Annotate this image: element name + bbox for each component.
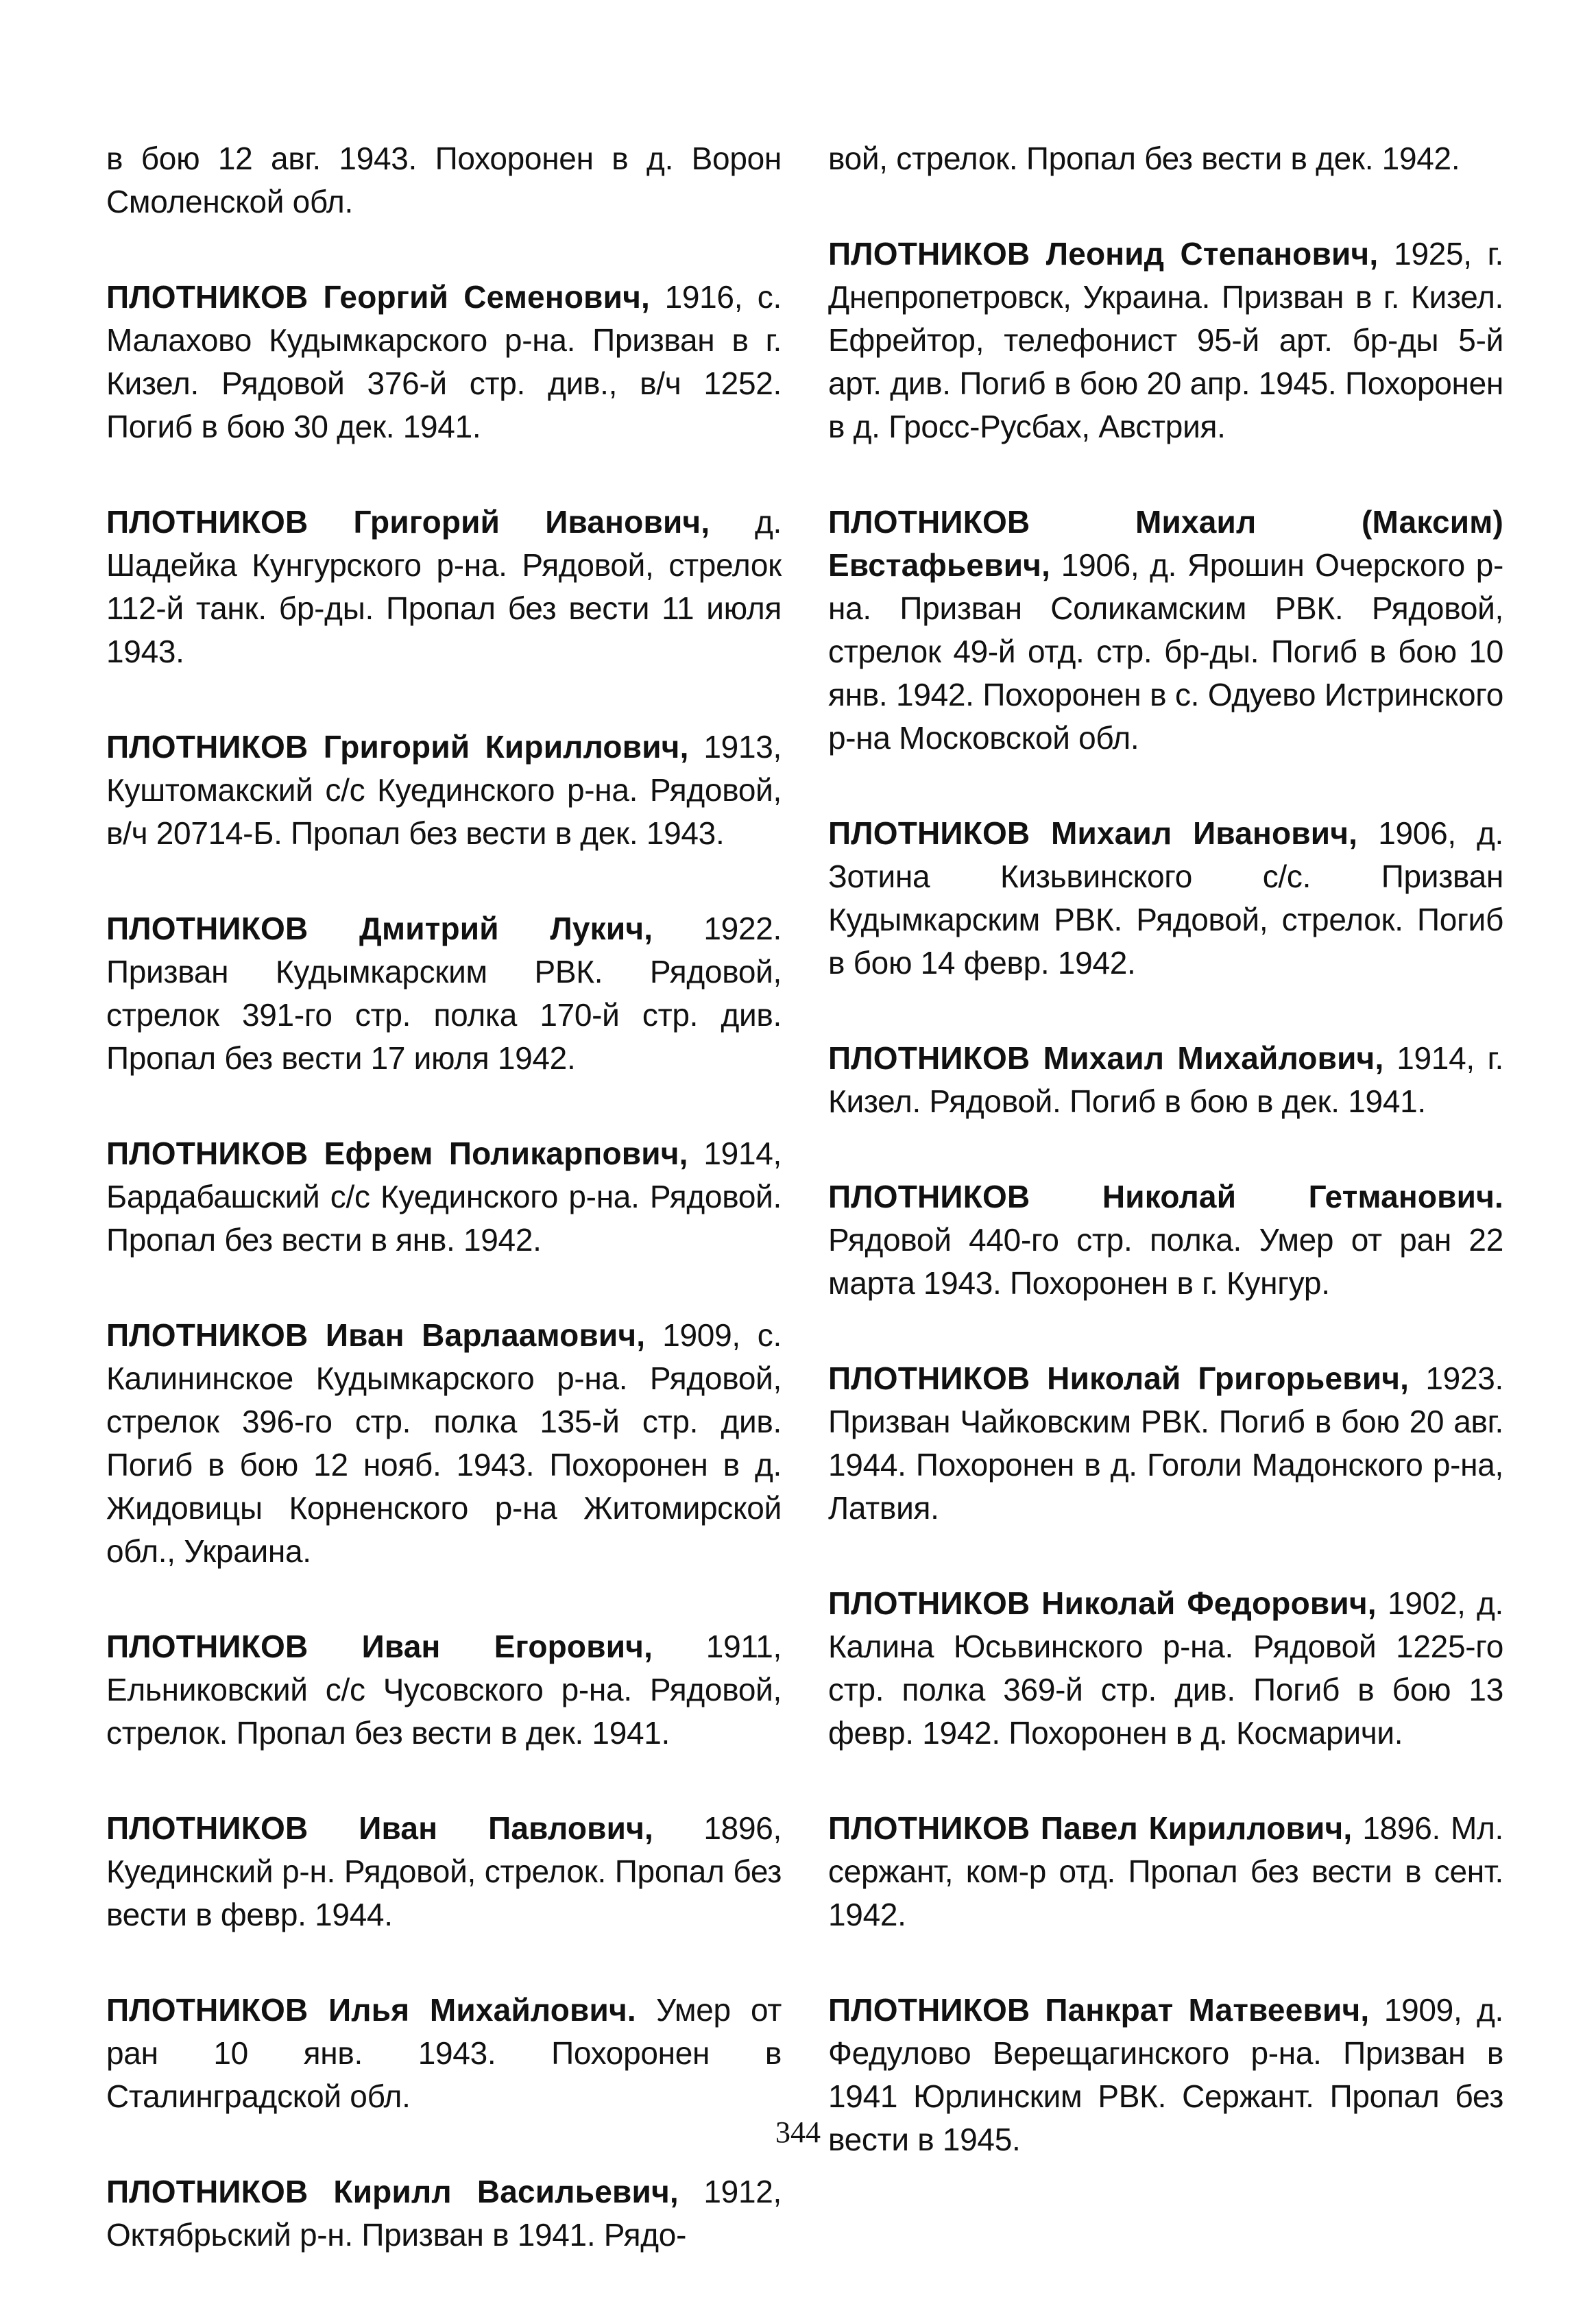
entry-text: 1911, Ельниковский с/с Чусовского р-на. Рядовой, стрелок. Пропал без вести в дек. 1941. (106, 1629, 782, 1751)
entry-name: ПЛОТНИКОВ Николай Григорьевич, (828, 1360, 1410, 1396)
entry-text: 1923. Призван Чайковским РВК. Погиб в бою 20 авг. 1944. Похоронен в д. Гоголи Мадонского р-на, Латвия. (828, 1360, 1504, 1526)
entry (106, 907, 782, 1080)
entry-text: вой, стрелок. Пропал без вести в дек. 1942. (828, 141, 1460, 176)
entry (106, 1314, 782, 1573)
entry-name: ПЛОТНИКОВ Иван Павлович, (106, 1810, 653, 1846)
entry-text: 1906, д. Зотина Кизьвинского с/с. Призван Кудымкарским РВК. Рядовой, стрелок. Погиб в бою 14 февр. 1942. (828, 815, 1503, 981)
entry (828, 501, 1503, 760)
entry (106, 1132, 782, 1262)
entry-name: ПЛОТНИКОВ Николай Федорович, (828, 1585, 1377, 1621)
entry-name: ПЛОТНИКОВ Григорий Иванович, (106, 504, 710, 540)
entry (828, 1037, 1503, 1123)
entry (106, 501, 782, 673)
entry (828, 232, 1503, 448)
entry-text: 1902, д. Калина Юсьвинского р-на. Рядовой 1225-го стр. полка 369-й стр. див. Погиб в бою 13 февр. 1942. Похоронен в д. Космаричи. (828, 1585, 1503, 1751)
entry-text: Рядовой 440-го стр. полка. Умер от ран 22 марта 1943. Похоронен в г. Кунгур. (828, 1222, 1503, 1301)
entry (106, 2170, 782, 2257)
entry-name: ПЛОТНИКОВ Григорий Кириллович, (106, 729, 689, 765)
entry-name: ПЛОТНИКОВ Павел Кириллович, (828, 1810, 1353, 1846)
entry (106, 1625, 782, 1755)
entry-name: ПЛОТНИКОВ Михаил Михайлович, (828, 1040, 1384, 1076)
entry-text: 1896. Мл. сержант, ком-р отд. Пропал без вести в сент. 1942. (828, 1810, 1503, 1932)
page-number: 344 (775, 2115, 821, 2149)
entry (828, 1807, 1503, 1936)
entry-continuation (106, 137, 782, 224)
entry-name: ПЛОТНИКОВ Иван Варлаамович, (106, 1317, 646, 1353)
entry (828, 1582, 1503, 1755)
entry-name: ПЛОТНИКОВ Кирилл Васильевич, (106, 2174, 679, 2209)
entry-text: 1909, с. Калининское Кудымкарского р-на. Рядовой, стрелок 396-го стр. полка 135-й стр. див. Погиб в бою 12 нояб. 1943. Похоронен в д. Жидовицы Корненского р-на Житомирской обл., Украина. (106, 1317, 782, 1569)
right-column (828, 137, 1503, 2214)
entry-text: 1896, Куединский р-н. Рядовой, стрелок. Пропал без вести в февр. 1944. (106, 1810, 782, 1932)
entry-name: ПЛОТНИКОВ Дмитрий Лукич, (106, 911, 653, 946)
entry-text: 1914, Бардабашский с/с Куединского р-на. Рядовой. Пропал без вести в янв. 1942. (106, 1136, 782, 1258)
entry-text: 1922. Призван Кудымкарским РВК. Рядовой, стрелок 391-го стр. полка 170-й стр. див. Пропал без вести 17 июля 1942. (106, 911, 782, 1076)
entry-name: ПЛОТНИКОВ Леонид Степанович, (828, 236, 1379, 272)
entry (828, 1175, 1503, 1305)
entry-name: ПЛОТНИКОВ Иван Егорович, (106, 1629, 653, 1664)
entry-text: в бою 12 авг. 1943. Похоронен в д. Ворон Смоленской обл. (106, 141, 782, 219)
entry-text: 1916, с. Малахово Кудымкарского р-на. Призван в г. Кизел. Рядовой 376-й стр. див., в/ч 1252. Погиб в бою 30 дек. 1941. (106, 279, 782, 444)
entry-continuation (828, 137, 1503, 180)
entry-text: Умер от ран 10 янв. 1943. Похоронен в Сталинградской обл. (106, 1992, 782, 2114)
entry-name: ПЛОТНИКОВ Георгий Семенович, (106, 279, 650, 315)
entry-name: ПЛОТНИКОВ Панкрат Матвеевич, (828, 1992, 1370, 2028)
entry-text: 1906, д. Ярошин Очерского р-на. Призван Соликамским РВК. Рядовой, стрелок 49-й отд. стр. бр-ды. Погиб в бою 10 янв. 1942. Похоронен в с. Одуево Истринского р-на Московской обл. (828, 547, 1503, 756)
left-column (106, 137, 782, 2309)
entry (828, 812, 1503, 985)
entry-text: 1912, Октябрьский р-н. Призван в 1941. Рядо- (106, 2174, 782, 2253)
entry (828, 1357, 1503, 1530)
entry (106, 1807, 782, 1936)
entry-text: д. Шадейка Кунгурского р-на. Рядовой, стрелок 112-й танк. бр-ды. Пропал без вести 11 июля 1943. (106, 504, 782, 669)
entry (106, 1989, 782, 2118)
entry-text: 1925, г. Днепропетровск, Украина. Призван в г. Кизел. Ефрейтор, телефонист 95-й арт. бр-ды 5-й арт. див. Погиб в бою 20 апр. 1945. Похоронен в д. Гросс-Русбах, Австрия. (828, 236, 1503, 444)
entry-name: ПЛОТНИКОВ Николай Гетманович. (828, 1179, 1503, 1214)
entry-text: 1909, д. Федулово Верещагинского р-на. Призван в 1941 Юрлинским РВК. Сержант. Пропал без вести в 1945. (828, 1992, 1503, 2157)
entry-text: 1914, г. Кизел. Рядовой. Погиб в бою в дек. 1941. (828, 1040, 1503, 1119)
entry-name: ПЛОТНИКОВ Илья Михайлович. (106, 1992, 636, 2028)
entry-name: ПЛОТНИКОВ Михаил (Максим) Евстафьевич, (828, 504, 1503, 583)
entry (106, 725, 782, 855)
entry (106, 276, 782, 448)
entry-name: ПЛОТНИКОВ Михаил Иванович, (828, 815, 1358, 851)
entry-text: 1913, Куштомакский с/с Куединского р-на. Рядовой, в/ч 20714-Б. Пропал без вести в дек. 1943. (106, 729, 782, 851)
entry-name: ПЛОТНИКОВ Ефрем Поликарпович, (106, 1136, 688, 1171)
